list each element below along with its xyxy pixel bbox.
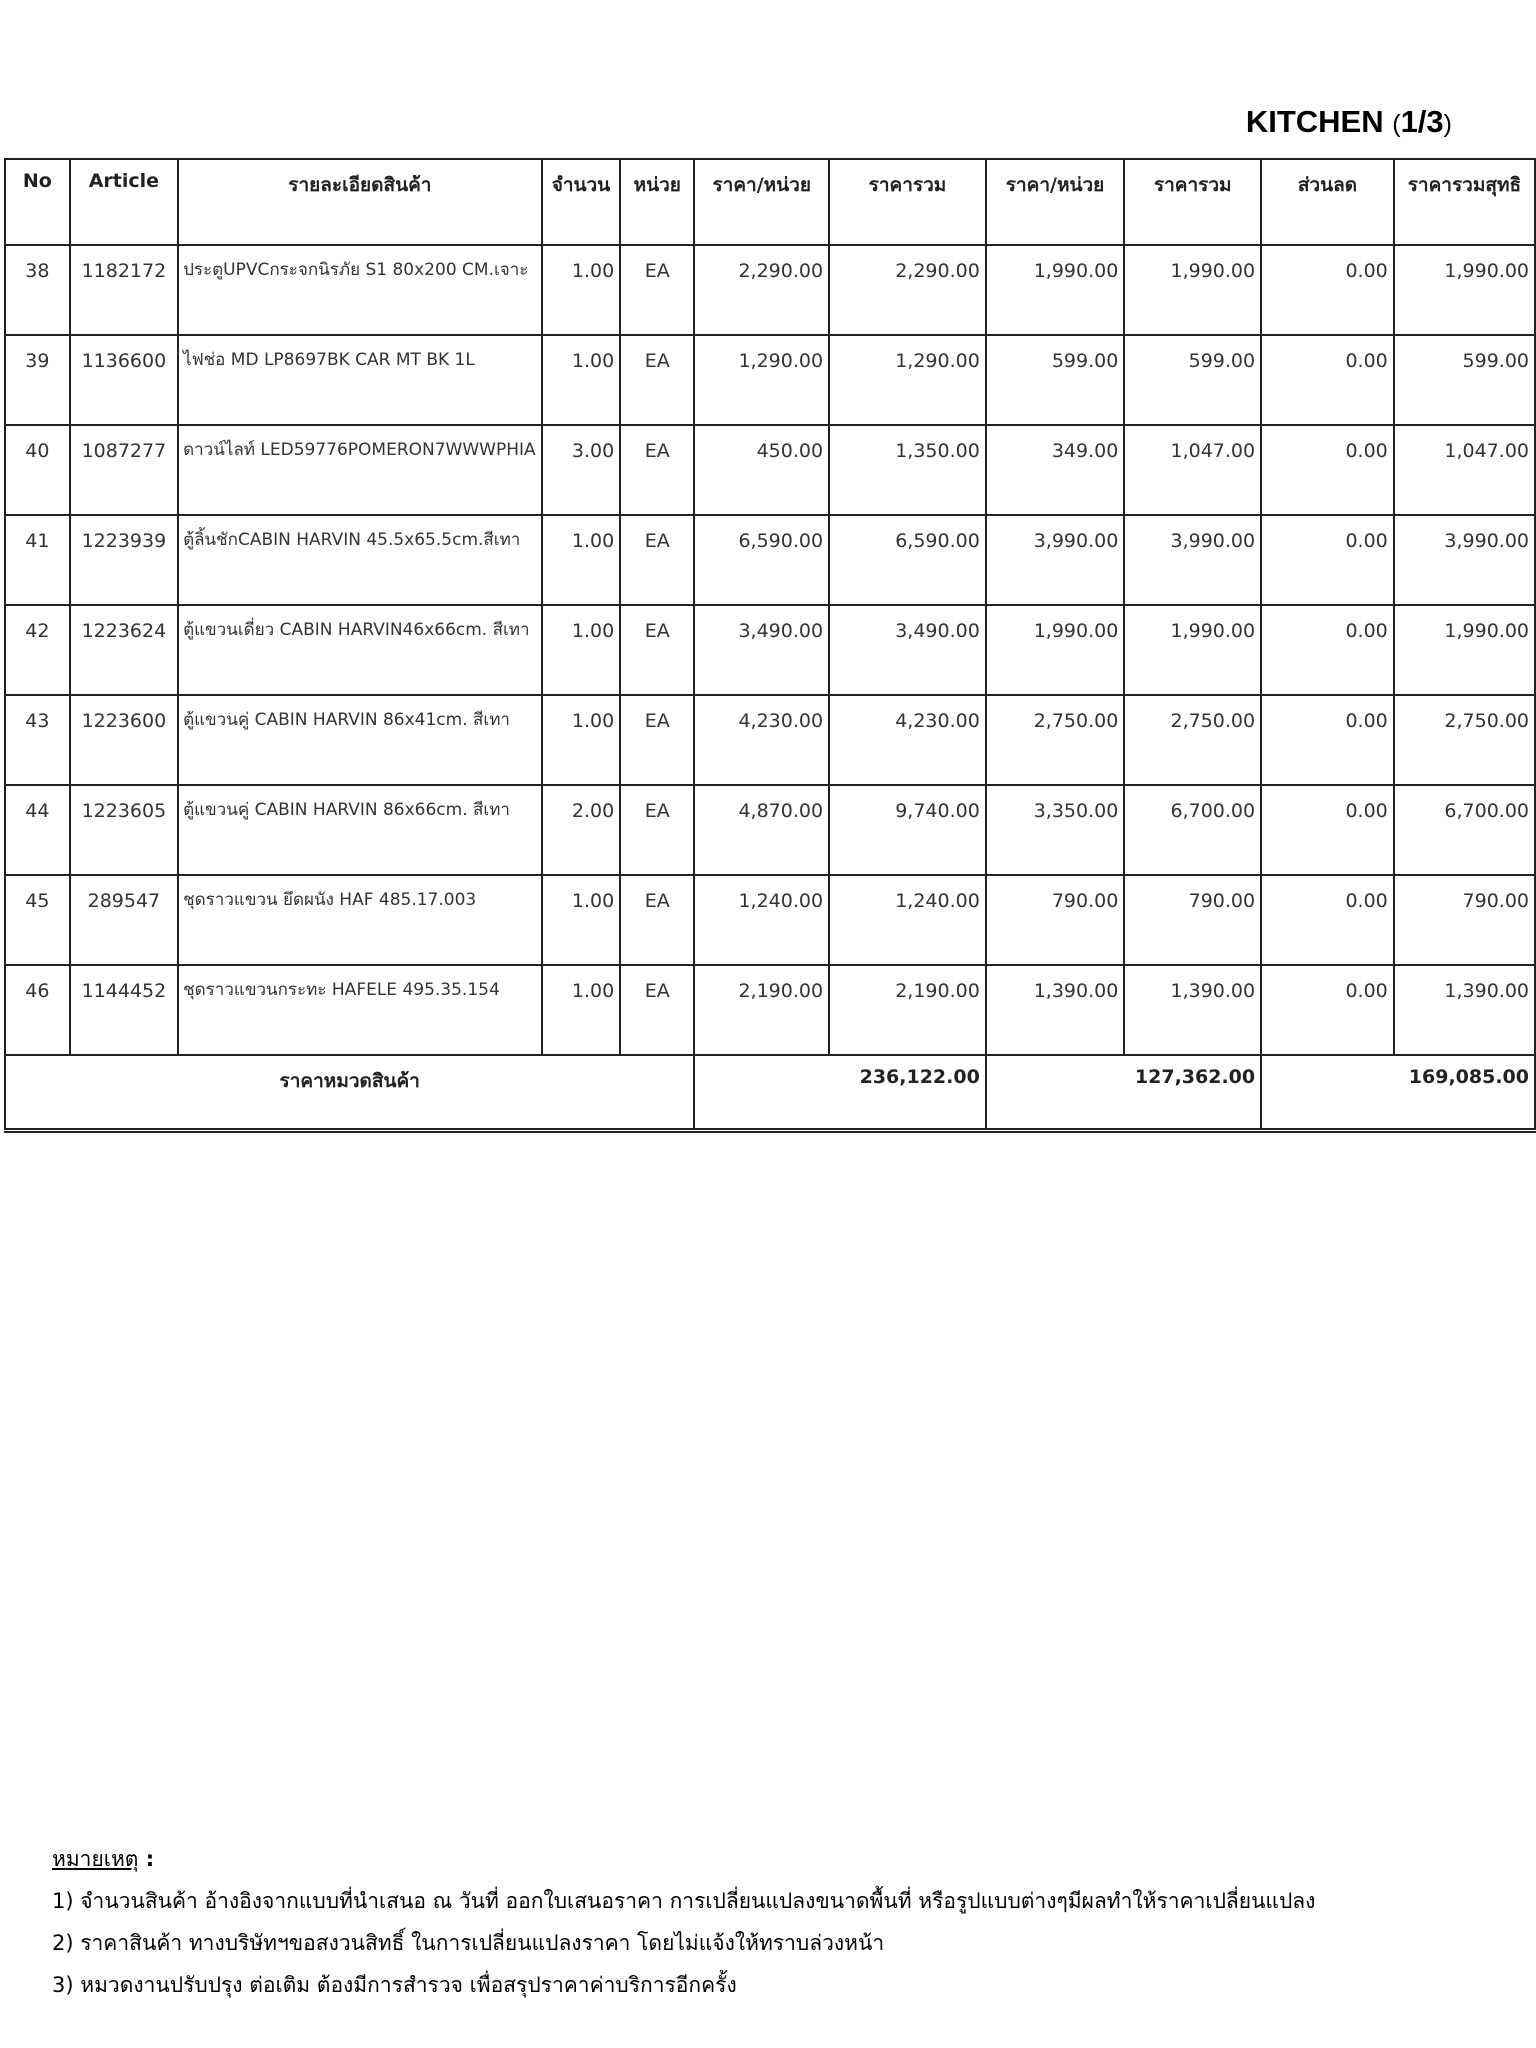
row-unit: EA [620,695,694,785]
row-net-total: 1,990.00 [1394,605,1535,695]
row-discount: 0.00 [1261,425,1394,515]
row-discount: 0.00 [1261,965,1394,1055]
row-quantity: 1.00 [542,605,621,695]
row-total-2: 1,990.00 [1124,605,1261,695]
row-unit: EA [620,515,694,605]
row-unit-price-2: 790.00 [986,875,1124,965]
row-no: 42 [5,605,70,695]
row-total-2: 1,990.00 [1124,245,1261,335]
note-item: 1) จำนวนสินค้า อ้างอิงจากแบบที่นำเสนอ ณ วันที่ ออกใบเสนอราคา การเปลี่ยนแปลงขนาดพื้นที่ หรือรูปแบบต่างๆมีผลทำให้ราคาเปลี่ยนแปลง [52,1889,1316,1913]
row-article: 1087277 [70,425,178,515]
header-description: รายละเอียดสินค้า [178,159,542,245]
notes-heading-line [52,1838,1315,1880]
row-unit-price-2: 599.00 [986,335,1124,425]
note-item: 2) ราคาสินค้า ทางบริษัทฯขอสงวนสิทธิ์ ในการเปลี่ยนแปลงราคา โดยไม่แจ้งให้ทราบล่วงหน้า [52,1931,885,1955]
row-unit-price: 6,590.00 [694,515,829,605]
row-discount: 0.00 [1261,695,1394,785]
row-net-total: 1,390.00 [1394,965,1535,1055]
row-description: ประตูUPVCกระจกนิรภัย S1 80x200 CM.เจาะ [178,245,542,335]
row-unit-price: 4,230.00 [694,695,829,785]
row-no: 40 [5,425,70,515]
row-article: 1182172 [70,245,178,335]
row-article: 1223600 [70,695,178,785]
row-unit: EA [620,875,694,965]
row-description: ตู้ลิ้นชักCABIN HARVIN 45.5x65.5cm.สีเทา [178,515,542,605]
table-row [5,695,1535,785]
row-unit-price-2: 2,750.00 [986,695,1124,785]
row-article: 1136600 [70,335,178,425]
row-no: 45 [5,875,70,965]
row-no: 38 [5,245,70,335]
category-total-1: 236,122.00 [694,1055,985,1131]
row-article: 1144452 [70,965,178,1055]
note-item: 3) หมวดงานปรับปรุง ต่อเติม ต้องมีการสำรวจ เพื่อสรุปราคาค่าบริการอีกครั้ง [52,1973,737,1997]
table-row [5,245,1535,335]
row-article: 1223939 [70,515,178,605]
row-total-2: 790.00 [1124,875,1261,965]
row-net-total: 2,750.00 [1394,695,1535,785]
row-description: ชุดราวแขวนกระทะ HAFELE 495.35.154 [178,965,542,1055]
row-total: 1,290.00 [829,335,986,425]
row-discount: 0.00 [1261,605,1394,695]
row-unit-price-2: 3,350.00 [986,785,1124,875]
row-discount: 0.00 [1261,515,1394,605]
header-unit-price-2: ราคา/หน่วย [986,159,1124,245]
header-total: ราคารวม [829,159,986,245]
row-discount: 0.00 [1261,785,1394,875]
row-total-2: 6,700.00 [1124,785,1261,875]
row-no: 41 [5,515,70,605]
row-unit-price-2: 1,390.00 [986,965,1124,1055]
row-unit-price: 1,290.00 [694,335,829,425]
row-discount: 0.00 [1261,245,1394,335]
row-total-2: 599.00 [1124,335,1261,425]
header-net-total: ราคารวมสุทธิ [1394,159,1535,245]
title-close-paren: ) [1443,110,1452,138]
category-total-label: ราคาหมวดสินค้า [5,1055,694,1131]
row-unit-price: 4,870.00 [694,785,829,875]
row-unit: EA [620,245,694,335]
header-article: Article [70,159,178,245]
row-unit-price-2: 349.00 [986,425,1124,515]
row-quantity: 1.00 [542,335,621,425]
row-no: 43 [5,695,70,785]
row-total: 2,290.00 [829,245,986,335]
table-row [5,875,1535,965]
row-total: 9,740.00 [829,785,986,875]
row-net-total: 599.00 [1394,335,1535,425]
row-total-2: 2,750.00 [1124,695,1261,785]
notes-colon: : [138,1847,155,1871]
row-total: 3,490.00 [829,605,986,695]
row-total: 4,230.00 [829,695,986,785]
row-no: 46 [5,965,70,1055]
row-description: ดาวน์ไลท์ LED59776POMERON7WWWPHIA [178,425,542,515]
row-no: 44 [5,785,70,875]
row-description: ตู้แขวนเดี่ยว CABIN HARVIN46x66cm. สีเทา [178,605,542,695]
header-discount: ส่วนลด [1261,159,1394,245]
row-description: ไฟช่อ MD LP8697BK CAR MT BK 1L [178,335,542,425]
row-unit-price: 3,490.00 [694,605,829,695]
row-total-2: 3,990.00 [1124,515,1261,605]
row-total: 1,240.00 [829,875,986,965]
row-unit: EA [620,425,694,515]
row-article: 1223605 [70,785,178,875]
table-row [5,335,1535,425]
row-total: 6,590.00 [829,515,986,605]
row-discount: 0.00 [1261,335,1394,425]
row-no: 39 [5,335,70,425]
row-total-2: 1,047.00 [1124,425,1261,515]
table-header-row [5,159,1535,245]
header-unit-price: ราคา/หน่วย [694,159,829,245]
row-article: 289547 [70,875,178,965]
row-quantity: 1.00 [542,965,621,1055]
header-unit: หน่วย [620,159,694,245]
header-total-2: ราคารวม [1124,159,1261,245]
row-unit-price: 1,240.00 [694,875,829,965]
row-net-total: 3,990.00 [1394,515,1535,605]
row-quantity: 2.00 [542,785,621,875]
row-unit: EA [620,785,694,875]
row-unit: EA [620,965,694,1055]
category-net-total: 169,085.00 [1261,1055,1535,1131]
table-row [5,425,1535,515]
row-total: 1,350.00 [829,425,986,515]
row-net-total: 6,700.00 [1394,785,1535,875]
row-unit-price-2: 1,990.00 [986,245,1124,335]
row-quantity: 3.00 [542,425,621,515]
row-unit: EA [620,335,694,425]
header-no: No [5,159,70,245]
title-open-paren: ( [1392,110,1401,138]
page-title [1246,104,1452,140]
row-quantity: 1.00 [542,245,621,335]
table-row [5,605,1535,695]
row-discount: 0.00 [1261,875,1394,965]
row-unit-price-2: 1,990.00 [986,605,1124,695]
title-page: 1/3 [1400,104,1444,139]
row-unit-price: 450.00 [694,425,829,515]
notes-section [52,1838,1315,2006]
category-total-row [5,1055,1535,1131]
row-total-2: 1,390.00 [1124,965,1261,1055]
row-unit-price-2: 3,990.00 [986,515,1124,605]
table-row [5,785,1535,875]
row-quantity: 1.00 [542,695,621,785]
row-unit: EA [620,605,694,695]
row-article: 1223624 [70,605,178,695]
row-net-total: 790.00 [1394,875,1535,965]
table-row [5,515,1535,605]
row-unit-price: 2,190.00 [694,965,829,1055]
table-row [5,965,1535,1055]
row-total: 2,190.00 [829,965,986,1055]
header-quantity: จำนวน [542,159,621,245]
quotation-table [4,158,1536,1133]
row-description: ชุดราวแขวน ยึดผนัง HAF 485.17.003 [178,875,542,965]
title-main: KITCHEN [1245,104,1384,139]
category-total-2: 127,362.00 [986,1055,1261,1131]
row-quantity: 1.00 [542,875,621,965]
notes-heading: หมายเหตุ [52,1847,139,1871]
row-description: ตู้แขวนคู่ CABIN HARVIN 86x66cm. สีเทา [178,785,542,875]
row-net-total: 1,990.00 [1394,245,1535,335]
row-description: ตู้แขวนคู่ CABIN HARVIN 86x41cm. สีเทา [178,695,542,785]
row-net-total: 1,047.00 [1394,425,1535,515]
row-unit-price: 2,290.00 [694,245,829,335]
row-quantity: 1.00 [542,515,621,605]
